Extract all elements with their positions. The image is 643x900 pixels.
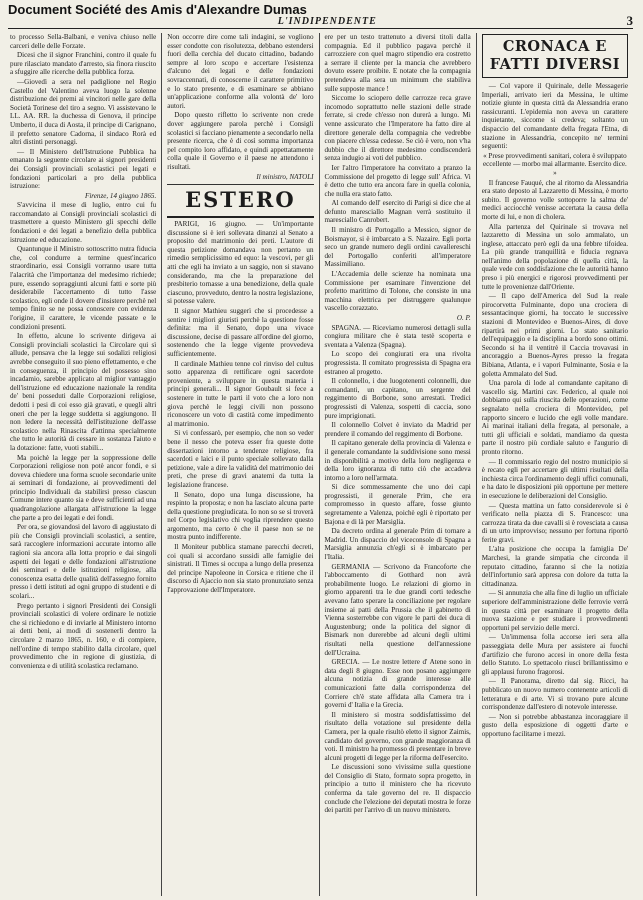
article-paragraph: — Non si potrebbe abbastanza incoraggiare il gusto della esposizione di oggetti d'arte e opportuno facilitarne i mezzi.	[481, 712, 628, 738]
article-paragraph: Dopo questo rifletto lo scrivente non crede dover aggiungere parola perchè i Consigli scolastici si facciano pienamente a secondarlo nella presente ricerca, che è di così somma importanza pel compito loro affidato, e quindi appettatamente colla quale il Governo e il paese ne attendono i risultati.	[167, 111, 314, 171]
minister-signature: Il ministro, NATOLI	[256, 172, 314, 181]
article-paragraph: Lo scopo dei congiurati era una rivolta progressista. Il comitato progressista di Spagna era estraneo al progetto.	[324, 350, 471, 376]
watermark-text: Document Société des Amis d'Alexandre Dumas	[8, 2, 307, 17]
article-paragraph: — Il capo dell'America del Sud la reale pirocorvetta Fulminante, dopo una crociera di sessantacinque giorni, ha toccato le successive stazioni di Montevideo e Buenos-Aires, di dove ripartirà nei primi giorni. Lo stato sanitario dell'equipaggio e la disciplina a bordo sono ottimi. Secondo si ha il ventitrè il Caccia trovavasi in ancoraggio a Buenos-Ayres presso la fregata Bibiana, Atlanta, e i vapori Fulminante, Sosia e la goletta Ammalato del Sud.	[481, 292, 628, 378]
article-paragraph: Al comando dell' esercito di Parigi si dice che al defunto maresciallo Magnan verrà sostituito il maresciallo Canrobert.	[324, 199, 471, 225]
article-paragraph: Il Moniteur pubblica stamane parecchi decreti, coi quali si accordano sussidi alle famiglie dei sinistrati. Il Times si occupa a lungo della presenza del principe Napoleone in Corsica e ritiene che il discorso di Ajaccio non sia stato pronunziato senza l'approvazione dell'Imperatore.	[167, 543, 314, 595]
article-paragraph: — Col vapore il Quirinale, delle Messagerie Imperiali, arrivato ieri da Messina, le ultime notizie giunte in questa città da Alessandria erano rassicuranti. L'epidemia non aveva un carattere inquietante, siccome si credeva; soltanto un dispaccio del comandante della fregata l'Etna, di stazione in Alessandria, concepito ne' termini seguenti:	[481, 82, 628, 151]
correspondent-signature: O. P.	[456, 314, 471, 322]
column-2	[162, 33, 319, 896]
page-number: 3	[626, 13, 633, 28]
article-paragraph: Il ministero si mostra soddisfattissimo del risultato della votazione sul presidente della Camera, per la quale risultò eletto il signor Zaimis, candidato del governo, con grande maggioranza di voti. Il ministro ha promesso di presentare in breve alcuni progetti di legge per la riforma dell'esercito.	[324, 710, 471, 762]
article-paragraph: — Questa mattina un fatto considerevole si è verificato nella piazza di S. Francesco: una carrozza tirata da due cavalli si è rovesciata a causa di un urto improvviso; nessuno per fortuna riportò ferite gravi.	[481, 501, 628, 544]
column-3	[320, 33, 477, 896]
page-columns	[8, 33, 633, 896]
masthead	[8, 14, 633, 29]
article-paragraph: Ier l'altro l'imperatore ha convitato a pranzo la Commissione del progetto di legge sull' Africa. Vi è detto che tutto era ancora fare in quella colonia, che nulla era stato fatto.	[324, 163, 471, 198]
article-paragraph: PARIGI, 16 giugno. — Un'importante discussione si è ieri sollevata dinanzi al Senato a proposito del matrimonio dei preti. L'autore di questa petizione domandava non pertanto un rimedio semplicissimo ed equo: la vescovi, per gli atti che egli ha inviato a un saggio, non si stavano considerando, ma che la preparazione del presbiterio tornasse a una benedizione, della quale ciascuno, provveduto, dentro la nostra legislazione, si potesse valere.	[167, 220, 314, 306]
circular-date: Firenze, 14 giugno 1865.	[84, 191, 157, 200]
article-paragraph: SPAGNA. — Riceviamo numerosi dettagli sulla congiura militare che è stata testè scoperta e sventata a Valenza (Spagna).	[324, 323, 471, 349]
article-paragraph: Il colonnello, i due luogotenenti colonnelli, due comandanti, un capitano, un sergente del reggimento di Borbone, sono arrestati. Tredici progressisti di Valenza, sospetti di caccia, sono pure imprigionati.	[324, 377, 471, 420]
article-paragraph: Quantunque il Ministro sottoscritto nutra fiducia che, col condurre a termine quest'incarico straordinario, essi Consigli vorranno usare tutta l'alacrità che l'importanza del medesimo richiede; pure, essendo sopraggiunti alcuni fatti e sorte più desiderabile l'accertamento di tutto l'asse scolastico, egli onde il dovere d'insistere perchè nel tempo finito se ne possa conoscere con evidenza l'origine, il carattere, le vicende passate e le condizioni presenti.	[10, 245, 157, 331]
article-paragraph: Il colonnello Colvet è inviato da Madrid per prendere il comando del reggimento di Borbone.	[324, 421, 471, 438]
telegram-quote: « Prese provvedimenti sanitari, colera è sviluppato eccellente — morbo mai allarmante. Esercito dice. »	[482, 151, 627, 177]
article-paragraph: L'alta posizione che occupa la famiglia De' Marchesi, la grande simpatia che circonda il reputato cittadino, faranno sì che la notizia dell'infortunio sarà appresa con dolore da tutta la cittadinanza.	[481, 545, 628, 588]
article-paragraph: Il Senato, dopo una lunga discussione, ha respinto la proposta; e non ha lasciato alcuna parte della questione pregiudicata. Io non so se si troverà nel Corpo legislativo chi voglia riprendere questo argomento, ma certo è che il paese non se ne mostra punto indifferente.	[167, 490, 314, 542]
article-paragraph: Per ora, se giovandosi del lavoro di aggiustato di più che Consigli provinciali scolastici, a sentire, sarà raccoglere informazioni accurate intorno alle ragioni sia ancora alla lotta proprio e dai singoli aspetti dei legati e delle fondazioni all'istruzione dei seminari e delle istituzioni religiose, alla conoscenza esatta delle qualità dell'assegno fornito presso i detti istituti ad ogni gruppo di studenti e di scolari...	[10, 523, 157, 600]
article-paragraph: In effetto, alcune lo scrivente dirigeva ai Consigli provinciali scolastici la Circolare qui sì allude, pensava che la legge sui sodalizi religiosi avrebbe conseguito il suo pieno effettamento, e che in conseguenza, il principio del possesso sino incadamio, sarebbe applicato al miglior vantaggio dell'istruzione ed educazione nazionale la rendita de' beni posseduti dalle Corporazioni religiose, dedotti i pesi di coi esso già gravati, e quegli altri oneri che per la legge suddetta si aggiungono. Il non ledere la necessità dell'istituzione dell'asse scolastico nella Rinascita d'attinna specialmente che tutto le autorità di cessare in sostanza l'aiuto e la dotazione: fatte, vuoti stabili...	[10, 332, 157, 452]
article-paragraph: — Si annunzia che alla fine di luglio un ufficiale superiore dell'amministrazione delle ferrovie verrà in questa città per esaminare il progetto della nuova stazione e per studiare i provvedimenti opportuni pel servizio delle merci.	[481, 589, 628, 632]
article-paragraph: Il signor Mathieu suggerì che si procedesse a sentire i migliori giuristi perchè la questione fosse definita: ma il Senato, dopo una vivace discussione, decise di passare all'ordine del giorno, sostenendo che la legge vigente provvedeva sufficientemente.	[167, 307, 314, 358]
article-paragraph: L'Accademia delle scienze ha nominata una Commissione per esaminare l'invenzione del profetto marittimo di Tolone, che consiste in una macchina elettrica per distruggere qualunque vascello corazzato.	[324, 270, 471, 313]
section-heading-cronaca: CRONACA E FATTI DIVERSI	[482, 34, 628, 78]
section-divider	[167, 216, 313, 218]
article-paragraph: Alla partenza del Quirinale si trovava nel lazzaretto di Messina un solo ammalato, un inglese, attaccato però egli da una febbre tifoidea. La più grande tranquillità e fiducia regnava nell'animo della popolazione di quella città, la quale vede con soddisfazione che le autorità hanno preso i più energici e rigorosi provvedimenti per tutte le provenienze dall'Oriente.	[481, 222, 628, 291]
section-divider	[167, 184, 313, 185]
article-paragraph: ere per un testo trattenuto a diversi titoli dalla compagnia. Ed il pubblico pagava perchè il carrozziere con quel magro stipendio era costretto a serrare il cliente per la mancia che avrebbero dovuto essere proibite. E notate che la compagnia pretendeva alla sera un minimum che stabiliva sulle supposte mance !	[324, 33, 471, 93]
article-paragraph: — Il commissario regio del nostro municipio si è recato egli per accertare gli ultimi risultati della inchiesta circa l'ordinamento degli uffici comunali, e ha dato le disposizioni più opportune per mettere in esecuzione le deliberazioni del Consiglio.	[481, 457, 628, 500]
article-paragraph: GRECIA. — Le nostre lettere d' Atene sono in data degli 8 giugno. Esse non posano aggiungere alcuna notizia di grande interesse alle comunicazioni fatte dalla corrispondenza del Corriere ch'è state affidata alla Camera tra i governi d' Italia e la Grecia.	[324, 658, 471, 710]
article-paragraph: Da decreto ordina al generale Prim di tornare a Madrid. Un dispaccio del viceconsole di Spagna a Marsiglia annunzia ch'egli si è imbarcato per l'Italia.	[324, 527, 471, 562]
column-4	[477, 33, 633, 896]
column-1	[8, 33, 162, 896]
article-paragraph: Il cardinale Mathieu tenne col rinviso del cultus sotto apparenza di rettificare ogni sacerdote proveniente, a sviluppare in questa materia i principi generali... Il signor Goubault si fece a sostenere in tutte le parti il voto che a loro non giova perchè le leggi civili non possono riconoscere un voto di castità come impedimento al matrimonio.	[167, 359, 314, 428]
article-paragraph: Una parola di lode al comandante capitano di vascello sig. Martini cav. Federico, al quale noi dobbiamo qui sulla riuscita delle operazioni, come segnalato nella crociera di Montevideo, pel rapporto sincero e lucido che egli volle mandare. Ai marinai italiani della fregata, al personale, a tutti gli ufficiali e soldati, mandiamo da questa parte il nostro più cordiale saluto e l'augurio di pronto ritorno.	[481, 379, 628, 456]
article-paragraph: — Il Panorama, diretto dal sig. Ricci, ha pubblicato un nuovo numero contenente articoli di letteratura e di arte. Vi si trovano pure alcune corrispondenze dall'estero di notevole interesse.	[481, 677, 628, 712]
article-paragraph: Il francese Fauqué, che al ritorno da Alessandria era stato deposto al Lazzaretto di Messina, è morto subito. Il governo volle sottoporre la salma de' medici acciocchè venisse accertata la causa della morte di lui, e non di cholera.	[481, 178, 628, 221]
article-paragraph: to processo Sella-Balbani, e veniva chiuso nelle carceri delle delle Forzate.	[10, 33, 157, 50]
article-paragraph: — Un'immensa folla accorse ieri sera alla passeggiata delle Mura per assistere ai fuochi d'artifizio che furono accesi in onore della festa dello Statuto. Lo spettacolo riuscì brillantissimo e gli applausi furono fragorosi.	[481, 633, 628, 676]
article-paragraph: Si vi confessarò, per esempio, che non so veder bene il nesso che poteva esser fra queste dotte dissertazioni intorno a tendenze religiose, fra sacerdoti e laici e il punto speciale sollevato dalla petizione, vale a dire la validità del matrimonio dei preti, che prese di gravi anatemi da tutta la legislazione francese.	[167, 429, 314, 489]
article-paragraph: Le discussioni sono vivissime sulla questione del Consiglio di Stato, formato sopra progetto, in principio a tutto il ministero che ha ricevuto conferma da tale governo del re. Il dispaccio conclude che l'elezione dei deputati mostra le forze dei partiti per l'arrivo di un nuovo ministero.	[324, 763, 471, 815]
article-paragraph: Ma poichè la legge per la soppressione delle Corporazioni religiose non potè ancor fondi, e si doveva chiedere una forma scuole secondarie unite ai seminari di fondazione, ai provvedimenti del principio Individuali da stabilirsi presso ciascun Comune intere quanto sia e deve sufficienti ad una quadrangolazione allargata all'istruzione la legge che parte a pro dei legati e dei fondi.	[10, 453, 157, 522]
article-paragraph: —Giovedì a sera nel padiglione nel Regio Castello del Valentino aveva luogo la solenne distribuzione dei premi ai vincitori nelle gare della Società Torinese del tiro a segno. Vi assistevano le LL. AA. RR. la duchessa di Genova, il principe Umberto, il duca di Aosta, il principe di Carignano, il prefetto senatore Cadorna, il sindaco Rorà ed altri distinti personaggi.	[10, 77, 157, 147]
article-paragraph: S'avvicina il mese di luglio, entro cui fu raccomandato ai Consigli provinciali scolastici di trasmettere a questo Ministero gli specchi delle fondazioni e dei legati a benefizio della pubblica istruzione ed educazione.	[10, 201, 157, 244]
article-paragraph: Il capitano generale della provincia di Valenza e il generale comandante la suddivisione sono messi in disponibilità a motivo della loro negligenza e della loro ignoranza di tutto ciò che accadeva intorno a loro nell'armata.	[324, 439, 471, 482]
article-paragraph: GERMANIA — Scrivono da Francoforte che l'abboccamento di Gotthard non avrà probabilmente luogo. Le relazioni di giorno in giorno apparenti tra le due grandi corti tedesche avevano fatto sperare la conciliazione per regolare insieme ai patti della Prussia che il gabinetto di Vienna sosterrebbe con vigore le parti dei duca di Augustenburg; onde la politica del signor di Bismark non durerebbe ad alcuni degli ultimi risultati nella questione dell'annessione dell'Ucraina.	[324, 562, 471, 657]
article-paragraph: — Il Ministero dell'Istruzione Pubblica ha emanato la seguente circolare ai signori presidenti dei Consigli provinciali scolastici pei legati e fondazioni particolari a pro della pubblica istruzione:	[10, 147, 157, 191]
article-paragraph: Il ministro di Portogallo a Messico, signor de Boismayor, si è imbarcato a S. Nazaire. Egli porta seco un grande numero degli ordini cavallereschi del Portogallo conferiti all'imperatore Massimiliano.	[324, 226, 471, 269]
article-paragraph: Dicesi che il signor Franchini, contro il quale fu pure rilasciato mandato d'arresto, sia finora riuscito a sfuggire alle ricerche della pubblica forza.	[10, 51, 157, 77]
article-paragraph: Si dice sommessamente che uno dei capi progressisti, il generale Prim, che era compromesso in questo affare, fosse giunto segretamente a Valenza, poichè egli è riportato per Bajona e di là per Marsiglia.	[324, 483, 471, 526]
article-paragraph: Siccome lo sciopero delle carrozze reca grave incomodo soprattutto nelle stazioni delle strade ferrate, si crede ch'esso non durerà a lungo. Mi venne assicurato che l'Imperatore ha fatto dire al direttore generale della compagnia che vedrebbe con piacere ch'essa cedesse. Se ciò è vero, non v'ha dubbio che il direttore medesimo condiscenderà senza indugio ai voti del pubblico.	[324, 94, 471, 163]
newspaper-name: L'INDIPENDENTE	[277, 15, 377, 27]
section-heading-estero: ESTERO	[185, 187, 296, 213]
article-paragraph: Prego pertanto i signori Presidenti dei Consigli provinciali scolastici di volere ordinare le notizie che si richiedono e di inviarle al Ministero intorno ai detti beni, ai modi di sostenerli dentro la circolare 2 marzo 1865, n. 160, e di compiere, nell'ordine di tempo stabilito dalla circolare, quel provvedimento che in regione di giustizia, di convenienza e di utilità scolastica reclamano.	[10, 601, 157, 670]
article-paragraph: Non occorre dire come tali indagini, se vogliono esser condotte con risolutezza, debbano estendersi fuori della cerchia del ducato cittadino, badando sempre al loro scopo e accertare l'esistenza d'alcuno dei legati e delle fondazioni sovraccennati, di conoscerne il carattere primitivo e lo stato presente, e di esaminare se abbiano un'applicazione conforme alla volontà de' loro autori.	[167, 33, 314, 110]
